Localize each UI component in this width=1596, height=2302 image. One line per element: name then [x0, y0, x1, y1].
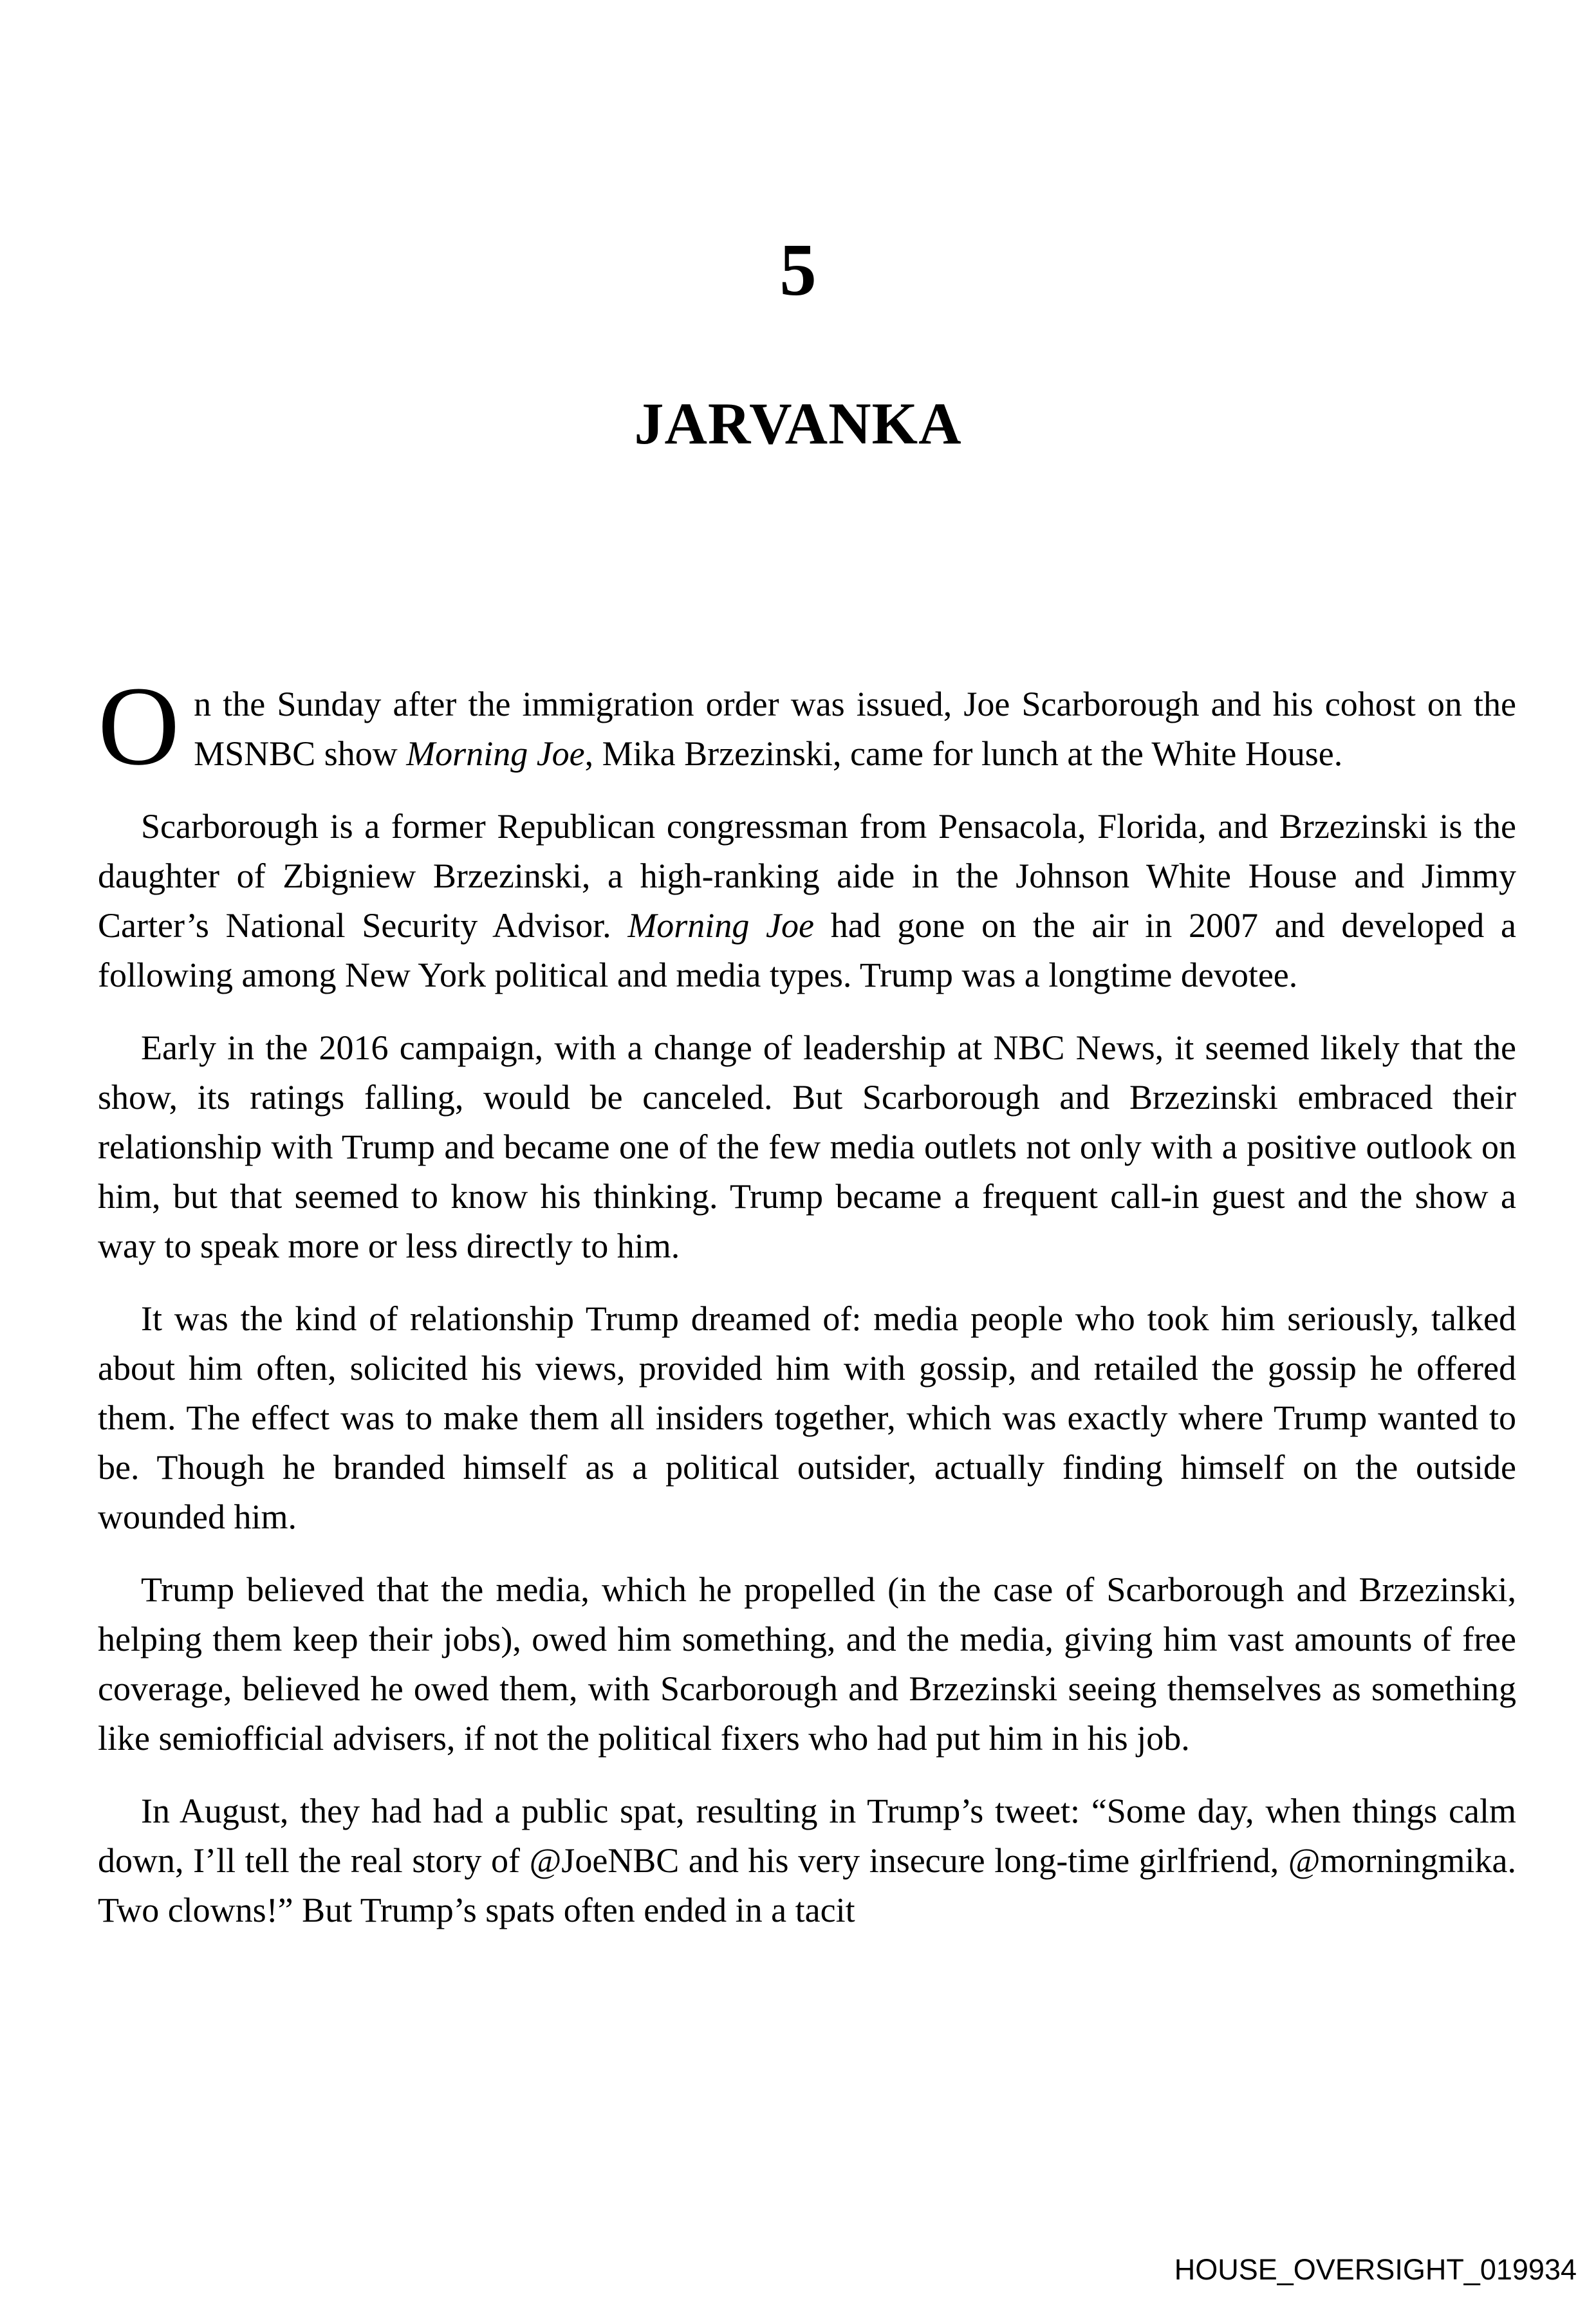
text-run: n the Sunday after the immigration order was issued, Joe Scarborough and his cohost on the MSNBC show: [194, 685, 1516, 773]
paragraph: [98, 1787, 1516, 1935]
text-run: Scarborough is a former Republican congressman from Pensacola, Florida, and Brzezinski is the daughter of Zbigniew Brzezinski, a high-ranking aide in the Johnson White House and Jimmy Carter’s National Security Advisor.: [98, 807, 1516, 945]
paragraph: [98, 1565, 1516, 1763]
paragraph: [98, 1023, 1516, 1271]
paragraph: [98, 802, 1516, 1000]
text-run: Trump believed that the media, which he propelled (in the case of Scarborough and Brzezinski, helping them keep their jobs), owed him something, and the media, giving him vast amounts of free coverage, believed he owed them, with Scarborough and Brzezinski seeing themselves as something like semiofficial advisers, if not the political fixers who had put him in his job.: [98, 1570, 1516, 1758]
chapter-number: 5: [779, 229, 817, 311]
drop-cap: O: [98, 664, 180, 789]
text-run-italic: Morning Joe: [627, 906, 814, 945]
text-run-italic: Morning Joe: [406, 734, 585, 773]
text-run: In August, they had had a public spat, resulting in Trump’s tweet: “Some day, when things calm down, I’ll tell the real story of @JoeNBC and his very insecure long-time girlfriend, @morningmika. Two clowns!” But Trump’s spats often ended in a tacit: [98, 1792, 1516, 1929]
text-run: had gone on the air in 2007 and developed a following among New York political and media types. Trump was a longtime devotee.: [98, 906, 1516, 994]
text-run: , Mika Brzezinski, came for lunch at the White House.: [584, 734, 1343, 773]
text-run: Early in the 2016 campaign, with a change of leadership at NBC News, it seemed likely that the show, its ratings falling, would be canceled. But Scarborough and Brzezinski embraced their relationship with Trump and became one of the few media outlets not only with a positive outlook on him, but that seemed to know his thinking. Trump became a frequent call-in guest and the show a way to speak more or less directly to him.: [98, 1028, 1516, 1265]
paragraph: [98, 664, 1516, 789]
text-run: It was the kind of relationship Trump dreamed of: media people who took him seriously, talked about him often, solicited his views, provided him with gossip, and retailed the gossip he offered them. The effect was to make them all insiders together, which was exactly where Trump wanted to be. Though he branded himself as a political outsider, actually finding himself on the outside wounded him.: [98, 1299, 1516, 1536]
paragraph: [98, 1294, 1516, 1542]
chapter-title: JARVANKA: [634, 391, 962, 456]
body-text: [98, 664, 1516, 1935]
bates-stamp: HOUSE_OVERSIGHT_019934: [1174, 2253, 1577, 2286]
